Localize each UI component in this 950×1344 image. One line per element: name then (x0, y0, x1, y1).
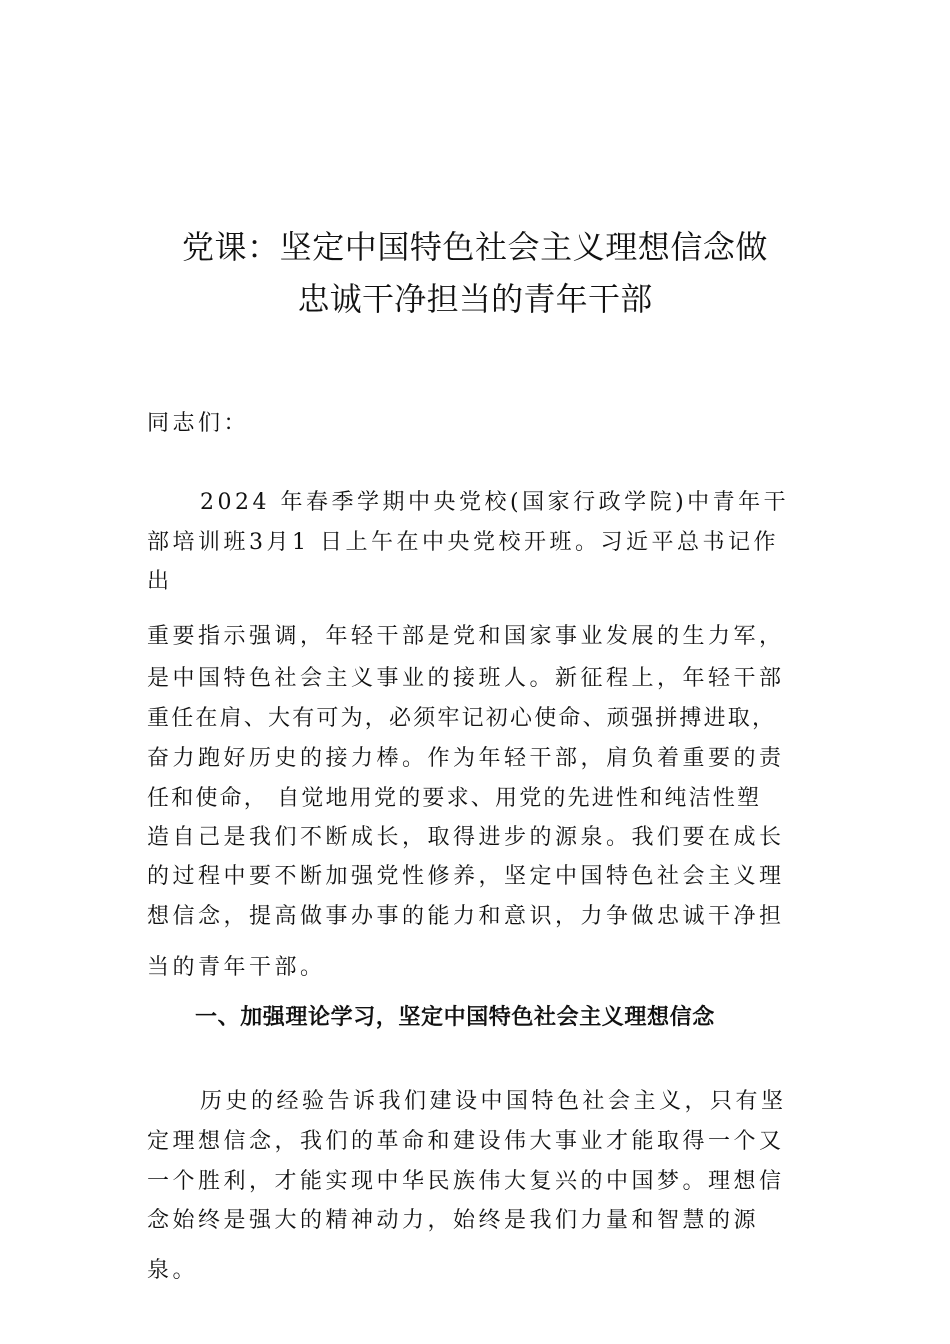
intro-line: 当的青年干部。 (147, 955, 326, 980)
document-title-line-2: 忠诚干净担当的青年干部 (297, 280, 653, 318)
intro-line: 的过程中要不断加强党性修养，坚定中国特色社会主义理 (147, 864, 785, 889)
intro-line: 任和使命， 自觉地用党的要求、用党的先进性和纯洁性塑 (147, 786, 762, 811)
section-heading: 一、加强理论学习，坚定中国特色社会主义理想信念 (195, 1005, 715, 1030)
intro-line: 重要指示强调，年轻干部是党和国家事业发展的生力军， (147, 624, 785, 649)
section-line: 泉。 (147, 1258, 199, 1283)
intro-line: 部培训班3月1 日上午在中央党校开班。习近平总书记作 (147, 530, 779, 555)
intro-line: 重任在肩、大有可为，必须牢记初心使命、顽强拼搏进取， (147, 706, 777, 731)
intro-line: 想信念，提高做事办事的能力和意识，力争做忠诚干净担 (147, 904, 785, 929)
section-line: 历史的经验告诉我们建设中国特色社会主义，只有坚 (200, 1089, 787, 1114)
intro-line: 出 (147, 569, 173, 594)
section-line: 定理想信念，我们的革命和建设伟大事业才能取得一个又 (147, 1129, 785, 1154)
section-line: 念始终是强大的精神动力，始终是我们力量和智慧的源 (147, 1208, 760, 1233)
section-line: 一个胜利，才能实现中华民族伟大复兴的中国梦。理想信 (147, 1169, 785, 1194)
salutation: 同志们： (147, 411, 250, 436)
intro-line: 造自己是我们不断成长，取得进步的源泉。我们要在成长 (147, 825, 785, 850)
intro-line: 是中国特色社会主义事业的接班人。新征程上，年轻干部 (147, 666, 785, 691)
intro-line: 奋力跑好历史的接力棒。作为年轻干部，肩负着重要的责 (147, 746, 785, 771)
intro-line: 2024 年春季学期中央党校(国家行政学院)中青年干 (200, 490, 790, 515)
document-title-line-1: 党课：坚定中国特色社会主义理想信念做 (181, 228, 768, 266)
